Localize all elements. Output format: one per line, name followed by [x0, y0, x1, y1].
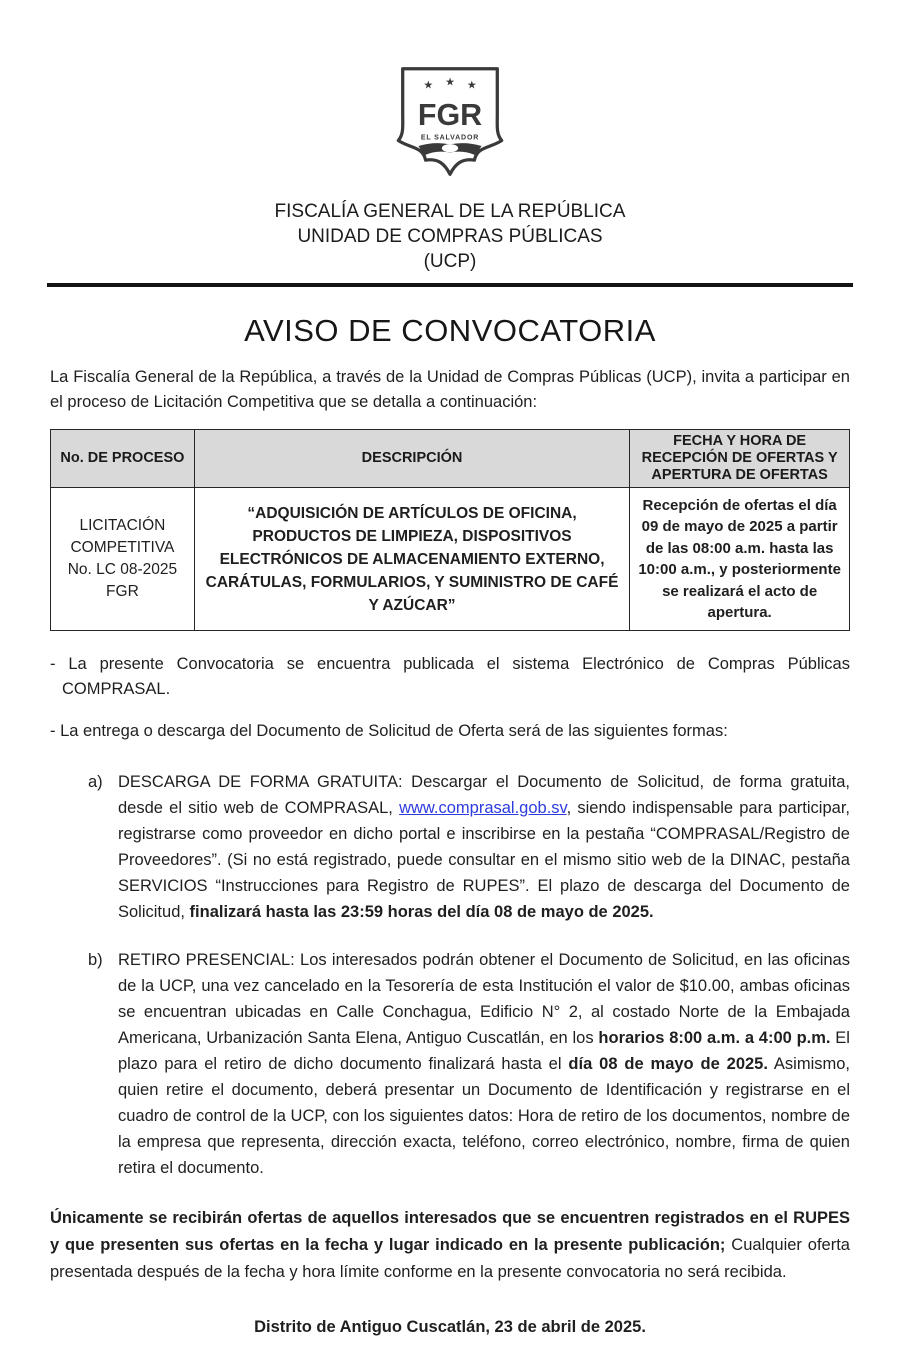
- fgr-logo: [50, 62, 850, 185]
- intro-paragraph: La Fiscalía General de la República, a través de la Unidad de Compras Públicas (UCP), invita a participar en el proceso de Licitación Competitiva que se detalla a continuación:: [50, 368, 850, 411]
- item-b-text: Asimismo, quien retire el documento, deberá presentar un Documento de Identificación y registrarse en el cuadro de control de la UCP, con los siguientes datos: Hora de retiro de los documentos, nombre de la empresa que representa, dirección exacta, teléfono, correo electrónico, nombre, firma de quien retira el documento.: [118, 1055, 850, 1177]
- item-descarga-gratuita: [50, 769, 850, 925]
- star-icon: ★: [423, 79, 434, 92]
- item-a-lead: DESCARGA DE FORMA GRATUITA:: [118, 773, 403, 791]
- cell-fecha: Recepción de ofertas el día 09 de mayo de 2025 a partir de las 08:00 a.m. hasta las 10:00 a.m., y posteriormente se realizará el acto de apertura.: [630, 488, 850, 631]
- col-header-fecha: FECHA Y HORA DE RECEPCIÓN DE OFERTAS Y APERTURA DE OFERTAS: [630, 430, 850, 488]
- item-b-hours: horarios 8:00 a.m. a 4:00 p.m.: [598, 1029, 831, 1047]
- footer-date: Distrito de Antiguo Cuscatlán, 23 de abril de 2025.: [254, 1318, 646, 1336]
- org-unit-abbr: (UCP): [423, 251, 477, 272]
- star-icon: ★: [445, 76, 455, 89]
- item-retiro-presencial: [50, 947, 850, 1181]
- star-icon: ★: [466, 79, 477, 92]
- col-header-proceso: No. DE PROCESO: [51, 430, 195, 488]
- cell-proceso: LICITACIÓN COMPETITIVA No. LC 08-2025 FGR: [51, 488, 195, 631]
- table-row: [51, 488, 850, 631]
- cell-descripcion: “ADQUISICIÓN DE ARTÍCULOS DE OFICINA, PRODUCTOS DE LIMPIEZA, DISPOSITIVOS ELECTRÓNICOS DE ALMACENAMIENTO EXTERNO, CARÁTULAS, FORMULARIOS, Y SUMINISTRO DE CAFÉ Y AZÚCAR”: [194, 488, 629, 631]
- closing-regular-text: Cualquier oferta presentada después de la fecha y hora límite conforme en la presente convocatoria no será recibida.: [50, 1236, 850, 1281]
- item-a-text: Descargar el Documento de Solicitud, de forma gratuita, desde el sitio web de COMPRASAL,: [118, 773, 850, 817]
- logo-abbr-text: FGR: [417, 97, 483, 132]
- bullet-entrega: [50, 719, 850, 744]
- item-b-text: Los interesados podrán obtener el Documento de Solicitud, en las oficinas de la UCP, una vez cancelado en la Tesorería de esta Institución el valor de $10.00, ambas oficinas se encuentran ubicadas en Calle Conchagua, Edificio N° 2, al costado Norte de la Embajada Americana, Urbanización Santa Elena, Antiguo Cuscatlán, en los: [118, 951, 850, 1047]
- org-header: [50, 199, 850, 274]
- org-name: FISCALÍA GENERAL DE LA REPÚBLICA: [274, 201, 626, 222]
- closing-paragraph: [50, 1205, 850, 1286]
- bullet-text: La entrega o descarga del Documento de Solicitud de Oferta será de las siguientes formas:: [60, 722, 728, 740]
- item-a-text: , siendo indispensable para participar, registrarse como proveedor en dicho portal e inscribirse en la pestaña “COMPRASAL/Registro de Proveedores”. (Si no está registrado, puede consultar en el mismo sitio web de la DINAC, pestaña SERVICIOS “Instrucciones para Registro de RUPES”. El plazo de descarga del Documento de Solicitud,: [118, 799, 850, 921]
- item-b-lead: RETIRO PRESENCIAL:: [118, 951, 295, 969]
- comprasal-link[interactable]: www.comprasal.gob.sv: [399, 799, 567, 817]
- process-table: [50, 429, 850, 631]
- ribbon-badge: [442, 144, 458, 152]
- closing-bold-text: Únicamente se recibirán ofertas de aquellos interesados que se encuentren registrados en el RUPES y que presenten sus ofertas en la fecha y lugar indicado en la presente publicación;: [50, 1209, 850, 1254]
- org-unit: UNIDAD DE COMPRAS PÚBLICAS: [297, 226, 603, 247]
- item-a-deadline: finalizará hasta las 23:59 horas del día 08 de mayo de 2025.: [189, 903, 654, 921]
- bullet-marker: -: [50, 655, 56, 673]
- item-b-text: El plazo para el retiro de dicho documento finalizará hasta el: [118, 1029, 850, 1073]
- table-header-row: [51, 430, 850, 488]
- item-a-marker: a): [88, 773, 103, 791]
- item-b-deadline: día 08 de mayo de 2025.: [568, 1055, 768, 1073]
- logo-country-text: EL SALVADOR: [420, 134, 480, 142]
- col-header-descripcion: DESCRIPCIÓN: [194, 430, 629, 488]
- bullet-comprasal: [50, 652, 850, 702]
- page-title: AVISO DE CONVOCATORIA: [244, 313, 656, 348]
- item-b-marker: b): [88, 951, 103, 969]
- bullet-marker: -: [50, 722, 56, 740]
- bullet-text: La presente Convocatoria se encuentra publicada el sistema Electrónico de Compras Públicas COMPRASAL.: [62, 655, 850, 698]
- header-divider: [47, 283, 853, 287]
- fgr-shield-icon: [394, 62, 506, 180]
